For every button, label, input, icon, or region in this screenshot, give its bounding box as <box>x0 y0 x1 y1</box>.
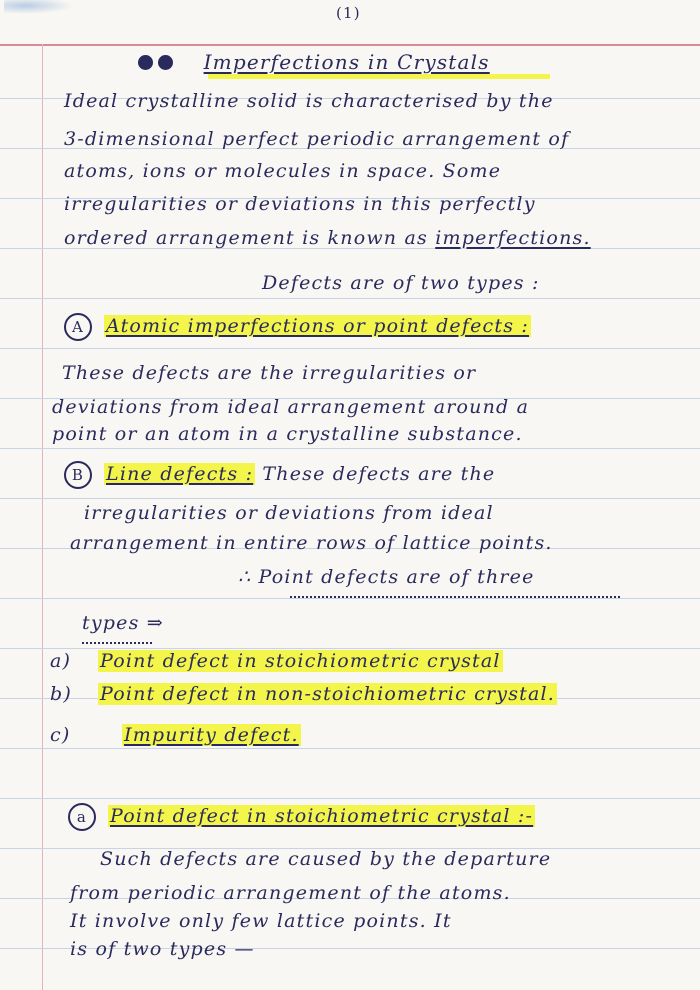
ruled-line <box>0 498 700 499</box>
ink-smudge <box>4 0 74 14</box>
wavy-underline <box>290 590 620 598</box>
subsection-a-body: from periodic arrangement of the atoms. <box>70 882 511 904</box>
list-text: Point defect in stoichiometric crystal <box>100 650 501 672</box>
section-b-marker: B <box>64 461 92 489</box>
ruled-line <box>0 748 700 749</box>
list-item <box>50 683 557 705</box>
section-a-body: These defects are the irregularities or <box>62 362 477 384</box>
intro-line: atoms, ions or molecules in space. Some <box>64 160 502 182</box>
ruled-line <box>0 598 700 599</box>
intro-text: ordered arrangement is known as <box>64 227 428 249</box>
ruled-line <box>0 298 700 299</box>
intro-line: irregularities or deviations in this perfectly <box>64 193 536 215</box>
page-title <box>138 50 490 74</box>
top-margin-rule <box>0 44 700 46</box>
ruled-line <box>0 448 700 449</box>
section-b-title: Line defects : <box>106 463 254 485</box>
section-a-body: deviations from ideal arrangement around a <box>52 396 530 418</box>
subsection-a-title: Point defect in stoichiometric crystal :- <box>110 805 534 827</box>
section-a-title: Atomic imperfections or point defects : <box>106 315 530 337</box>
list-text: Impurity defect. <box>124 724 299 746</box>
bullet-icon <box>158 55 173 70</box>
bullet-icon <box>138 55 153 70</box>
intro-term: imperfections. <box>435 227 591 249</box>
list-text: Point defect in non-stoichiometric crystal. <box>100 683 556 705</box>
title-highlight <box>208 74 550 79</box>
section-b-body: irregularities or deviations from ideal <box>84 502 494 524</box>
title-text: Imperfections in Crystals <box>203 50 490 74</box>
intro-line: 3-dimensional perfect periodic arrangement of <box>64 128 570 150</box>
section-b-body: arrangement in entire rows of lattice points. <box>70 532 553 554</box>
list-marker: b) <box>50 683 72 705</box>
list-item <box>50 650 503 672</box>
section-b-heading <box>64 461 495 489</box>
point-defects-lead-2: types ⇒ <box>82 612 164 634</box>
list-marker: a) <box>50 650 72 672</box>
subsection-a-heading <box>68 803 535 831</box>
subsection-a-body: It involve only few lattice points. It <box>70 910 452 932</box>
intro-line <box>64 227 591 249</box>
page-number: (1) <box>336 4 361 22</box>
ruled-line <box>0 798 700 799</box>
subsection-a-marker: a <box>68 803 96 831</box>
ruled-line <box>0 648 700 649</box>
section-b-body: These defects are the <box>262 463 496 485</box>
subsection-a-body: Such defects are caused by the departure <box>100 848 552 870</box>
list-item <box>50 724 301 746</box>
ruled-line <box>0 348 700 349</box>
defects-intro: Defects are of two types : <box>262 272 540 294</box>
subsection-a-body: is of two types — <box>70 938 255 960</box>
section-a-marker: A <box>64 313 92 341</box>
section-a-heading <box>64 313 531 341</box>
intro-line: Ideal crystalline solid is characterised by the <box>64 90 554 112</box>
list-marker: c) <box>50 724 71 746</box>
point-defects-lead: ∴ Point defects are of three <box>238 566 535 588</box>
wavy-underline <box>82 636 152 644</box>
section-a-body: point or an atom in a crystalline substance. <box>52 423 523 445</box>
